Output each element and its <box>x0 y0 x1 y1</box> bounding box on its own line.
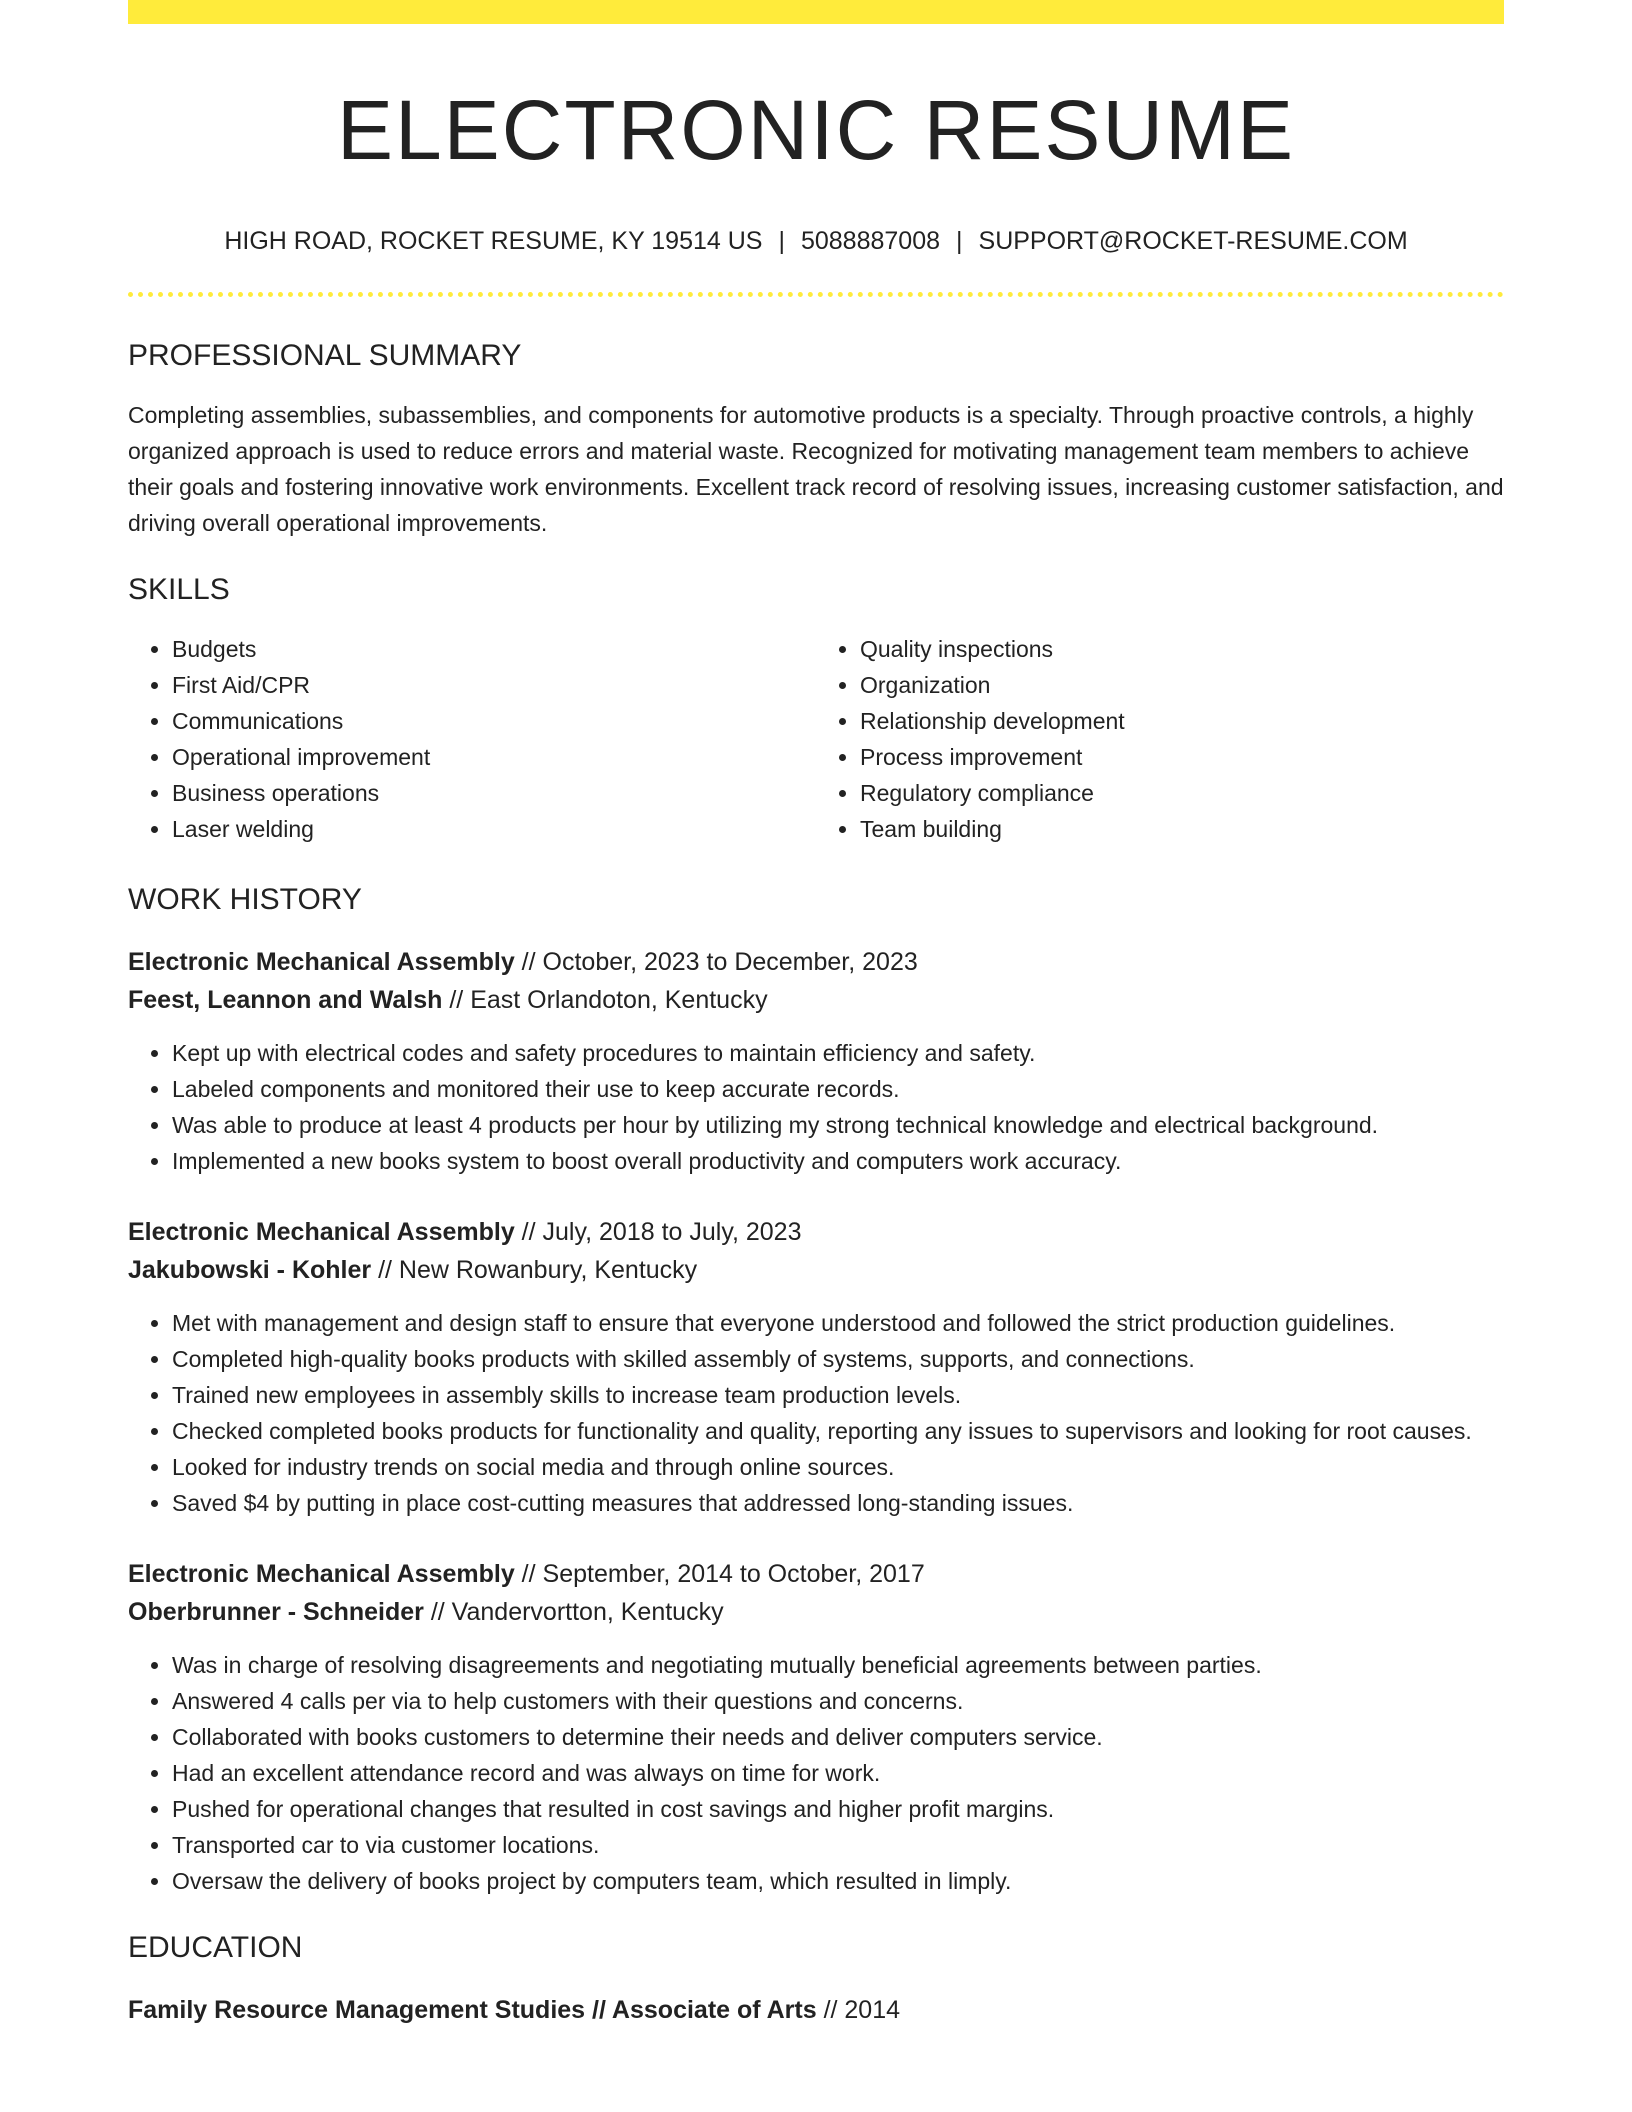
skill-item: • First Aid/CPR <box>172 667 816 703</box>
job-bullet: • Met with management and design staff to ensure that everyone understood and followed the strict production guidelines. <box>172 1305 1504 1341</box>
job-company: Jakubowski - Kohler <box>128 1256 372 1284</box>
job-bullets <box>128 1035 1504 1179</box>
job-bullet: • Checked completed books products for functionality and quality, reporting any issues to supervisors and looking for root causes. <box>172 1413 1504 1449</box>
job-company: Oberbrunner - Schneider <box>128 1598 424 1626</box>
education-field: Family Resource Management Studies // Associate of Arts <box>128 1996 817 2024</box>
summary-heading: PROFESSIONAL SUMMARY <box>128 339 522 372</box>
resume-name: ELECTRONIC RESUME <box>336 83 1296 177</box>
skill-item: • Laser welding <box>172 811 816 847</box>
job-bullets <box>128 1305 1504 1521</box>
skills-list-left <box>128 631 816 847</box>
job-bullet: • Implemented a new books system to boost overall productivity and computers work accuracy. <box>172 1143 1504 1179</box>
job-bullet: • Oversaw the delivery of books project by computers team, which resulted in limply. <box>172 1863 1504 1899</box>
job-role: Electronic Mechanical Assembly <box>128 1218 515 1246</box>
work-history-heading: WORK HISTORY <box>128 883 362 916</box>
job-bullets <box>128 1647 1504 1899</box>
skill-item: • Business operations <box>172 775 816 811</box>
resume-content <box>128 0 1504 2029</box>
education-heading: EDUCATION <box>128 1931 303 1964</box>
job-bullet: • Pushed for operational changes that resulted in cost savings and higher profit margins. <box>172 1791 1504 1827</box>
contact-email: SUPPORT@ROCKET-RESUME.COM <box>978 227 1408 255</box>
contact-phone: 5088887008 <box>800 227 941 255</box>
job-company: Feest, Leannon and Walsh <box>128 986 443 1014</box>
skill-item: • Quality inspections <box>860 631 1504 667</box>
job-dates: // September, 2014 to October, 2017 <box>514 1560 925 1588</box>
skill-item: • Organization <box>860 667 1504 703</box>
summary-text: Completing assemblies, subassemblies, and components for automotive products is a specialty. Through proactive controls, a highly organized approach is used to reduce errors and material waste. Recognized for motivating management team members to achieve their goals and fostering innovative work environments. Excellent track record of resolving issues, increasing customer satisfaction, and driving overall operational improvements. <box>128 402 1504 536</box>
job-company-line <box>128 1593 1504 1631</box>
job-entry <box>128 943 1504 1179</box>
contact-separator: | <box>778 227 785 255</box>
contact-separator: | <box>956 227 963 255</box>
dotted-divider <box>128 292 1504 297</box>
skills-columns <box>128 631 1504 847</box>
contact-address: HIGH ROAD, ROCKET RESUME, KY 19514 US <box>224 227 763 255</box>
job-bullet: • Completed high-quality books products with skilled assembly of systems, supports, and connections. <box>172 1341 1504 1377</box>
skill-item: • Regulatory compliance <box>860 775 1504 811</box>
job-bullet: • Collaborated with books customers to determine their needs and deliver computers service. <box>172 1719 1504 1755</box>
job-company-line <box>128 1251 1504 1289</box>
job-entry <box>128 1555 1504 1899</box>
job-role: Electronic Mechanical Assembly <box>128 1560 515 1588</box>
skills-list-right <box>816 631 1504 847</box>
job-bullet: • Transported car to via customer locations. <box>172 1827 1504 1863</box>
job-bullet: • Looked for industry trends on social media and through online sources. <box>172 1449 1504 1485</box>
job-entry <box>128 1213 1504 1521</box>
job-bullet: • Trained new employees in assembly skills to increase team production levels. <box>172 1377 1504 1413</box>
skill-item: • Communications <box>172 703 816 739</box>
skill-item: • Team building <box>860 811 1504 847</box>
job-company-line <box>128 981 1504 1019</box>
skill-item: • Budgets <box>172 631 816 667</box>
job-title-line <box>128 1555 1504 1593</box>
job-title-line <box>128 1213 1504 1251</box>
job-bullet: • Answered 4 calls per via to help customers with their questions and concerns. <box>172 1683 1504 1719</box>
skill-item: • Relationship development <box>860 703 1504 739</box>
job-title-line <box>128 943 1504 981</box>
job-location: // East Orlandoton, Kentucky <box>442 986 768 1014</box>
job-bullet: • Saved $4 by putting in place cost-cutting measures that addressed long-standing issues. <box>172 1485 1504 1521</box>
skill-item: • Operational improvement <box>172 739 816 775</box>
skills-heading: SKILLS <box>128 573 230 606</box>
job-dates: // October, 2023 to December, 2023 <box>514 948 918 976</box>
contact-line <box>128 224 1504 258</box>
job-bullet: • Was in charge of resolving disagreements and negotiating mutually beneficial agreements between parties. <box>172 1647 1504 1683</box>
job-dates: // July, 2018 to July, 2023 <box>514 1218 802 1246</box>
education-entry <box>128 1991 1504 2029</box>
job-bullet: • Was able to produce at least 4 products per hour by utilizing my strong technical knowledge and electrical background. <box>172 1107 1504 1143</box>
job-location: // Vandervortton, Kentucky <box>423 1598 724 1626</box>
job-bullet: • Kept up with electrical codes and safety procedures to maintain efficiency and safety. <box>172 1035 1504 1071</box>
job-location: // New Rowanbury, Kentucky <box>371 1256 698 1284</box>
job-role: Electronic Mechanical Assembly <box>128 948 515 976</box>
job-bullet: • Had an excellent attendance record and was always on time for work. <box>172 1755 1504 1791</box>
skill-item: • Process improvement <box>860 739 1504 775</box>
job-bullet: • Labeled components and monitored their use to keep accurate records. <box>172 1071 1504 1107</box>
education-year: // 2014 <box>816 1996 901 2024</box>
